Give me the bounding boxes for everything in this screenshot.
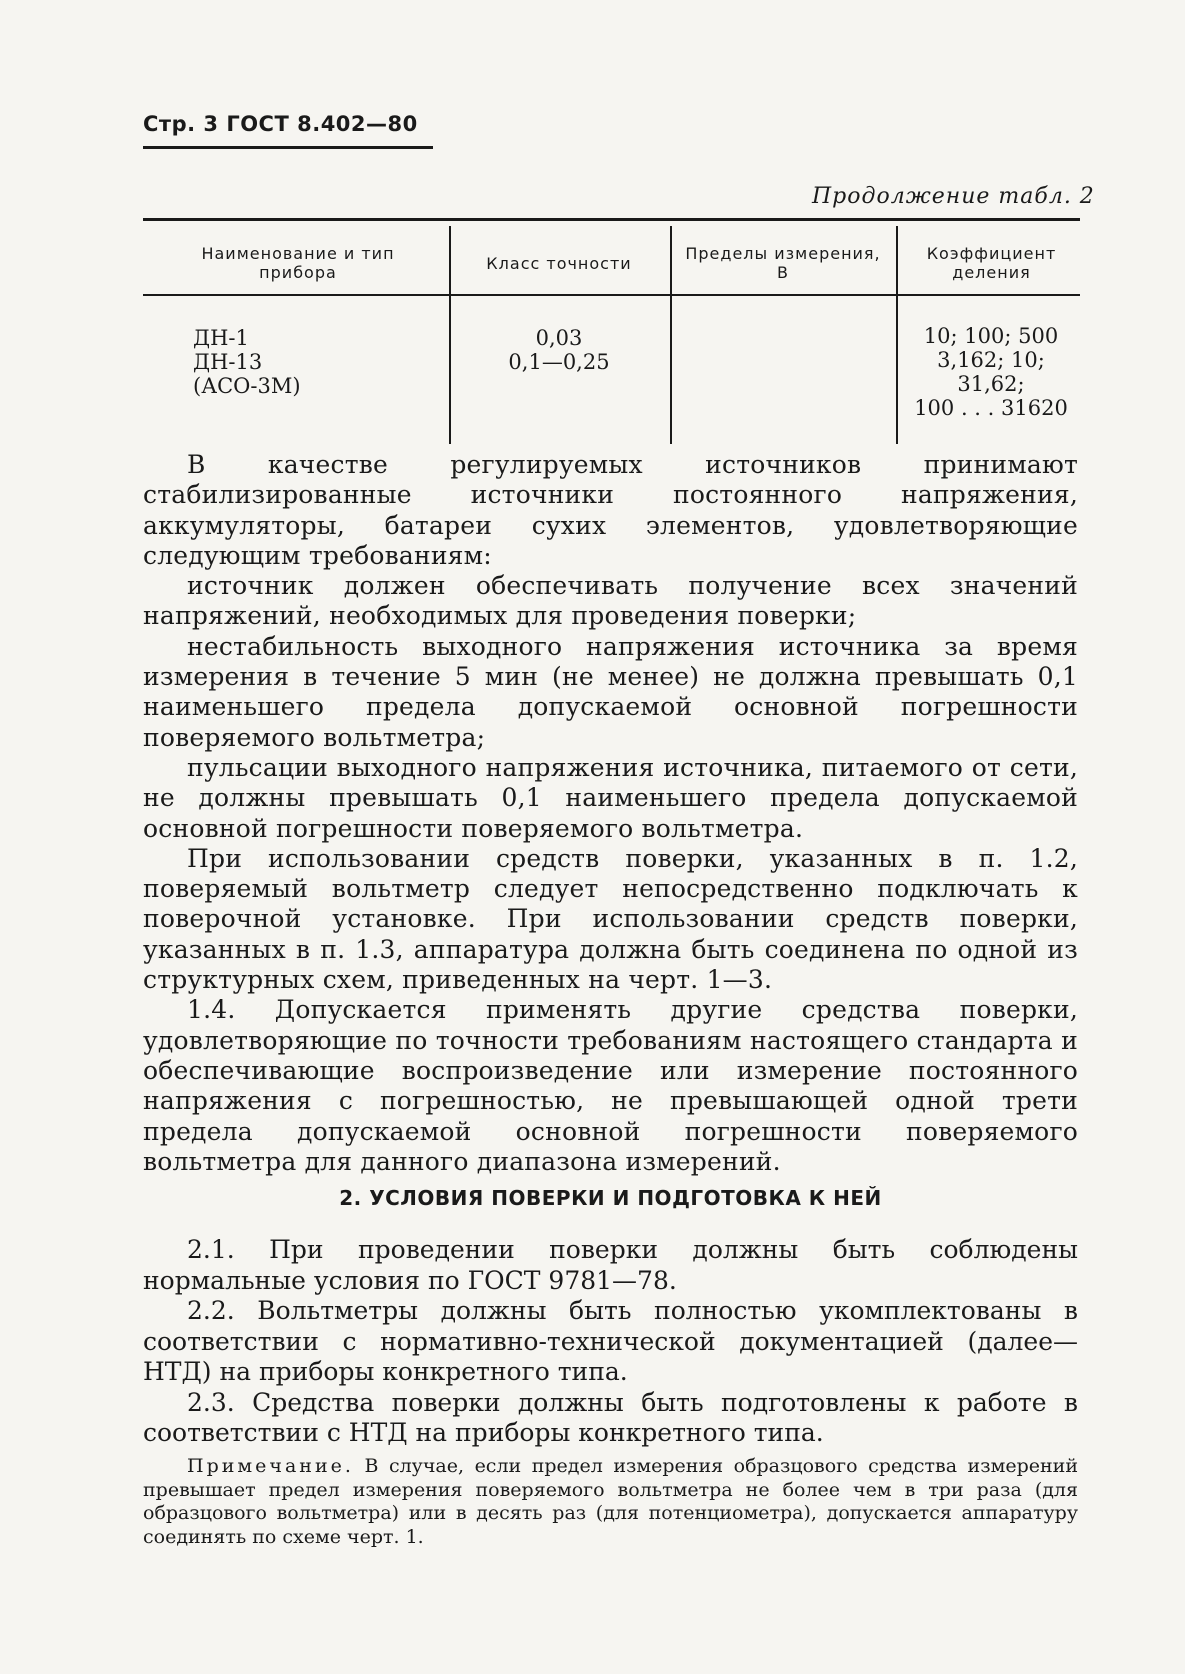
column-header-range: Пределы измерения, В (685, 244, 881, 282)
column-divider (670, 226, 672, 444)
accuracy-line: 0,03 (535, 326, 583, 350)
section-item: 2.2. Вольтметры должны быть полностью укомплектованы в соответствии с нормативно-технической документацией (далее— НТД) на приборы конкретного типа. (143, 1296, 1078, 1386)
ratio-line: 10; 100; 500 (923, 324, 1059, 348)
column-header-accuracy: Класс точности (486, 254, 632, 273)
section-item: 2.3. Средства поверки должны быть подготовлены к работе в соответствии с НТД на приборы конкретного типа. (143, 1387, 1078, 1447)
paragraph: 1.4. Допускается применять другие средства поверки, удовлетворяющие по точности требованиям настоящего стандарта и обеспечивающие воспроизведение или измерение постоянного напряжения с погрешностью, не превышающей одной трети предела допускаемой основной погрешности поверяемого вольтметра для данного диапазона измерений. (143, 995, 1078, 1176)
column-divider (896, 226, 898, 444)
standard-number: ГОСТ 8.402—80 (226, 112, 418, 136)
note-label: Примечание. (187, 1455, 354, 1477)
page-header (143, 112, 418, 136)
column-divider (449, 226, 451, 444)
section-item: 2.1. При проведении поверки должны быть соблюдены нормальные условия по ГОСТ 9781—78. (143, 1235, 1078, 1295)
column-header-ratio: Коэффициент деления (926, 244, 1057, 282)
cell-instrument-name (193, 326, 301, 398)
ratio-line: 31,62; (957, 372, 1025, 396)
ratio-line: 3,162; 10; (937, 348, 1045, 372)
page-number: Стр. 3 (143, 112, 219, 136)
table-continuation-label: Продолжение табл. 2 (812, 184, 1095, 209)
table-top-rule (143, 218, 1080, 221)
section-items (143, 1235, 1078, 1449)
paragraph: нестабильность выходного напряжения источника за время измерения в течение 5 мин (не менее) не должна превышать 0,1 наименьшего предела допускаемой основной погрешности поверяемого вольтметра; (143, 631, 1078, 752)
paragraph: При использовании средств поверки, указанных в п. 1.2, поверяемый вольтметр следует непосредственно подключать к поверочной установке. При использовании средств поверки, указанных в п. 1.3, аппаратура должна быть соединена по одной из структурных схем, приведенных на черт. 1—3. (143, 843, 1078, 995)
accuracy-line: 0,1—0,25 (508, 350, 610, 374)
note (143, 1455, 1078, 1549)
instrument-name-line: ДН-1 (193, 326, 249, 350)
instrument-name-line: ДН-13 (193, 350, 263, 374)
ratio-line: 100 . . . 31620 (914, 396, 1068, 420)
column-header-name: Наименование и тип прибора (201, 244, 395, 282)
instrument-name-line: (АСО-3М) (193, 374, 301, 398)
cell-division-ratio (905, 324, 1077, 420)
requirements-text (143, 450, 1078, 1177)
paragraph: В качестве регулируемых источников принимают стабилизированные источники постоянного напряжения, аккумуляторы, батареи сухих элементов, удовлетворяющие следующим требованиям: (143, 450, 1078, 570)
table-2 (143, 218, 1080, 444)
section-heading: 2. УСЛОВИЯ ПОВЕРКИ И ПОДГОТОВКА К НЕЙ (339, 1186, 882, 1210)
paragraph: пульсации выходного напряжения источника, питаемого от сети, не должны превышать 0,1 наименьшего предела допускаемой основной погрешности поверяемого вольтметра. (143, 752, 1078, 843)
header-rule (143, 146, 433, 149)
paragraph: источник должен обеспечивать получение всех значений напряжений, необходимых для проведения поверки; (143, 571, 1078, 631)
note-text: В случае, если предел измерения образцового средства измерений превышает предел измерения поверяемого вольтметра не более чем в три раза (для образцового вольтметра) или в десять раз (для потенциометра), допускается аппаратуру соединять по схеме черт. 1. (143, 1455, 1079, 1548)
table-header-rule (143, 294, 1080, 296)
cell-accuracy-class (459, 326, 659, 374)
